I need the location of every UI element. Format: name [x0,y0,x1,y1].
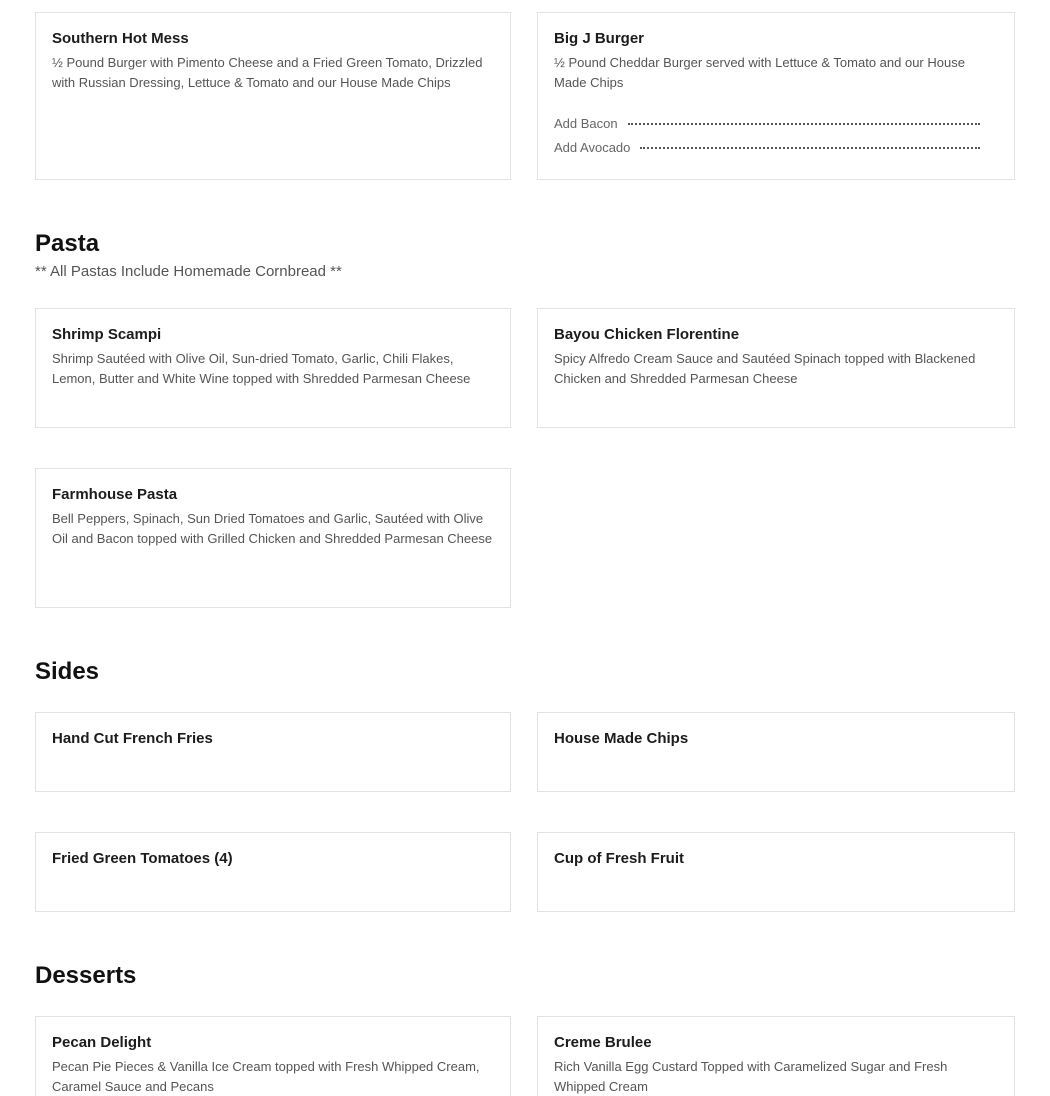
item-name: Creme Brulee [554,1034,652,1051]
item-name: Farmhouse Pasta [52,486,178,503]
item-description: ½ Pound Burger with Pimento Cheese and a Fried Green Tomato, Drizzled with Russian Dressing, Lettuce & Tomato and our House Made Chips [52,55,483,90]
addon-row[interactable] [554,135,980,159]
item-description: Shrimp Sautéed with Olive Oil, Sun-dried Tomato, Garlic, Chili Flakes, Lemon, Butter and White Wine topped with Shredded Parmesan Cheese [52,351,471,386]
item-name: Southern Hot Mess [52,30,189,47]
menu-item-card[interactable] [35,12,511,180]
section-title-desserts: Desserts [35,962,137,989]
menu-item-card[interactable] [537,12,1015,180]
item-name: Hand Cut French Fries [52,730,213,747]
menu-item-card[interactable] [35,468,511,608]
menu-item-card[interactable] [35,832,511,912]
item-name: Big J Burger [554,30,645,47]
item-description: Rich Vanilla Egg Custard Topped with Caramelized Sugar and Fresh Whipped Cream [554,1059,948,1094]
addon-row[interactable] [554,111,980,135]
dot-leader [640,147,980,149]
menu-item-card[interactable] [35,1016,511,1096]
section-title-sides: Sides [35,658,100,685]
section-title-pasta: Pasta [35,230,100,257]
item-name: Pecan Delight [52,1034,152,1051]
item-description: Bell Peppers, Spinach, Sun Dried Tomatoes and Garlic, Sautéed with Olive Oil and Bacon topped with Grilled Chicken and Shredded Parmesan Cheese [52,511,493,546]
dot-leader [628,123,980,125]
section-note: ** All Pastas Include Homemade Cornbread ** [35,263,342,280]
item-name: Fried Green Tomatoes (4) [52,850,233,867]
item-description: ½ Pound Cheddar Burger served with Lettuce & Tomato and our House Made Chips [554,55,965,90]
item-name: Bayou Chicken Florentine [554,326,740,343]
item-name: House Made Chips [554,730,689,747]
item-name: Cup of Fresh Fruit [554,850,684,867]
menu-item-card[interactable] [35,308,511,428]
menu-item-card[interactable] [537,712,1015,792]
menu-item-card[interactable] [537,308,1015,428]
item-description: Pecan Pie Pieces & Vanilla Ice Cream topped with Fresh Whipped Cream, Caramel Sauce and Pecans [52,1059,480,1094]
addon-list [554,111,998,159]
item-name: Shrimp Scampi [52,326,162,343]
item-description: Spicy Alfredo Cream Sauce and Sautéed Spinach topped with Blackened Chicken and Shredded Parmesan Cheese [554,351,976,386]
addon-label: Add Bacon [554,115,618,131]
menu-item-card[interactable] [35,712,511,792]
menu-item-card[interactable] [537,1016,1015,1096]
menu-item-card[interactable] [537,832,1015,912]
addon-label: Add Avocado [554,139,631,155]
